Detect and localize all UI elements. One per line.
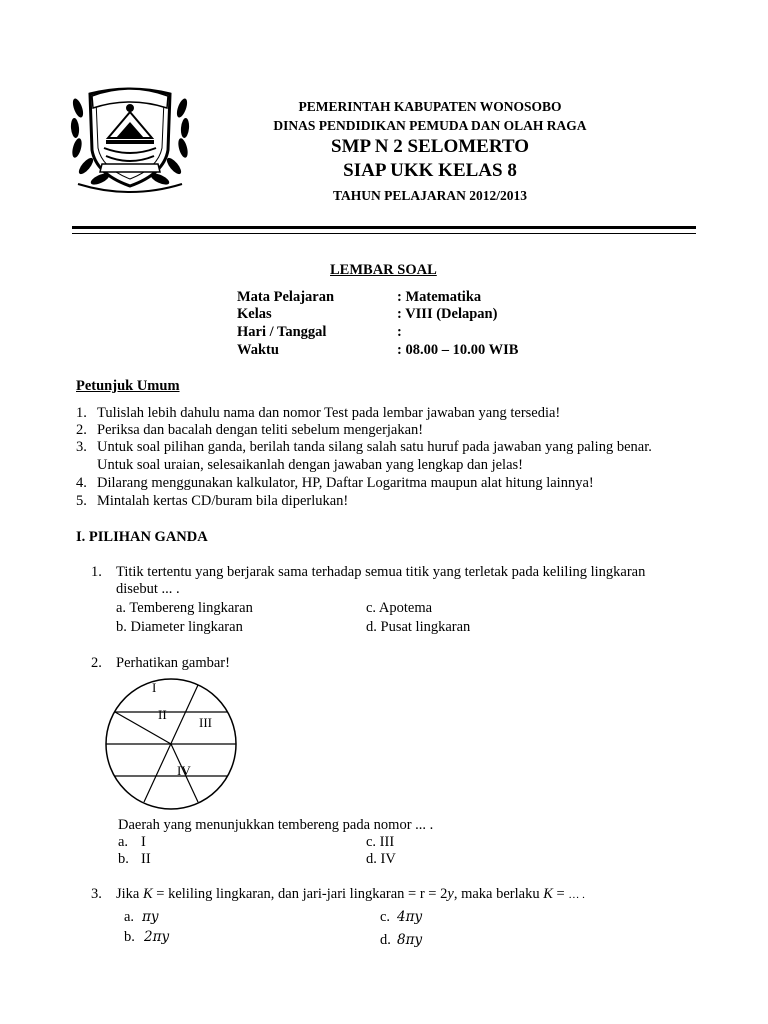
question-number: 3.	[91, 886, 102, 902]
question-text-part: , maka berlaku	[453, 886, 544, 902]
sheet-title: LEMBAR SOAL	[330, 262, 437, 278]
header-exam: SIAP UKK KELAS 8	[343, 160, 517, 181]
option-a-letter: a.	[118, 834, 129, 850]
region-label-ii: II	[158, 707, 167, 722]
option-a: a. Tembereng lingkaran	[116, 600, 253, 616]
list-item-number: 3.	[76, 439, 87, 455]
list-item: Dilarang menggunakan kalkulator, HP, Daftar Logaritma maupun alat hitung lainnya!	[97, 475, 594, 491]
info-value: :	[397, 324, 402, 340]
info-value: : VIII (Delapan)	[397, 306, 498, 322]
list-item: Mintalah kertas CD/buram bila diperlukan!	[97, 493, 349, 509]
option-d: d. IV	[366, 851, 396, 867]
header-rule-thin	[72, 233, 696, 234]
question-number: 1.	[91, 564, 102, 580]
question-text: disebut ... .	[116, 581, 180, 597]
ellipsis: … .	[568, 889, 585, 901]
info-label: Hari / Tanggal	[237, 324, 327, 340]
header-year: TAHUN PELAJARAN 2012/2013	[332, 188, 527, 203]
question-text-part: =	[552, 886, 569, 902]
option-c-letter: c.	[380, 909, 391, 925]
region-label-i: I	[152, 680, 157, 695]
info-value: : 08.00 – 10.00 WIB	[397, 342, 519, 358]
list-item: Untuk soal uraian, selesaikanlah dengan jawaban yang lengkap dan jelas!	[97, 457, 523, 473]
option-a: πy	[142, 909, 159, 925]
math-variable-k: K	[543, 886, 553, 902]
option-c: c. Apotema	[366, 600, 433, 616]
header-government: PEMERINTAH KABUPATEN WONOSOBO	[298, 99, 562, 114]
option-d: 8πy	[397, 932, 423, 948]
list-item: Periksa dan bacalah dengan teliti sebelum mengerjakan!	[97, 422, 424, 438]
option-c: 4πy	[397, 909, 423, 925]
header-rule-thick	[72, 226, 696, 229]
option-b: II	[141, 851, 151, 867]
list-item: Untuk soal pilihan ganda, berilah tanda silang salah satu huruf pada jawaban yang paling benar.	[97, 439, 652, 455]
option-b-letter: b.	[118, 851, 129, 867]
list-item: Tulislah lebih dahulu nama dan nomor Test pada lembar jawaban yang tersedia!	[97, 405, 561, 421]
region-label-iv: IV	[177, 763, 191, 778]
header-school: SMP N 2 SELOMERTO	[331, 136, 529, 157]
question-text	[116, 885, 585, 904]
question-text: Titik tertentu yang berjarak sama terhadap semua titik yang terletak pada keliling lingkaran	[116, 564, 646, 580]
info-label: Waktu	[237, 342, 279, 358]
question-text: Daerah yang menunjukkan tembereng pada nomor ... .	[118, 817, 434, 833]
regency-emblem-logo	[68, 78, 192, 194]
option-d: d. Pusat lingkaran	[366, 619, 471, 635]
question-text-part: = keliling lingkaran, dan jari-jari lingkaran = r = 2	[152, 886, 448, 902]
circle-figure	[104, 676, 238, 816]
instructions-title: Petunjuk Umum	[76, 378, 180, 394]
list-item-number: 4.	[76, 475, 87, 491]
question-number: 2.	[91, 655, 102, 671]
option-b-letter: b.	[124, 929, 135, 945]
math-variable-y: y	[447, 886, 454, 902]
option-c: c. III	[366, 834, 395, 850]
question-text-part: Jika	[116, 886, 143, 902]
info-label: Mata Pelajaran	[237, 289, 335, 305]
list-item-number: 1.	[76, 405, 87, 421]
option-a-letter: a.	[124, 909, 135, 925]
question-text: Perhatikan gambar!	[116, 655, 230, 671]
region-label-iii: III	[199, 715, 212, 730]
option-d-letter: d.	[380, 932, 391, 948]
info-label: Kelas	[237, 306, 272, 322]
option-b: 2πy	[144, 929, 170, 945]
list-item-number: 5.	[76, 493, 87, 509]
list-item-number: 2.	[76, 422, 87, 438]
info-value: : Matematika	[397, 289, 482, 305]
option-b: b. Diameter lingkaran	[116, 619, 243, 635]
section-title: I. PILIHAN GANDA	[76, 529, 208, 545]
header-department: DINAS PENDIDIKAN PEMUDA DAN OLAH RAGA	[273, 118, 587, 133]
math-variable-k: K	[142, 886, 153, 902]
option-a: I	[141, 834, 146, 850]
